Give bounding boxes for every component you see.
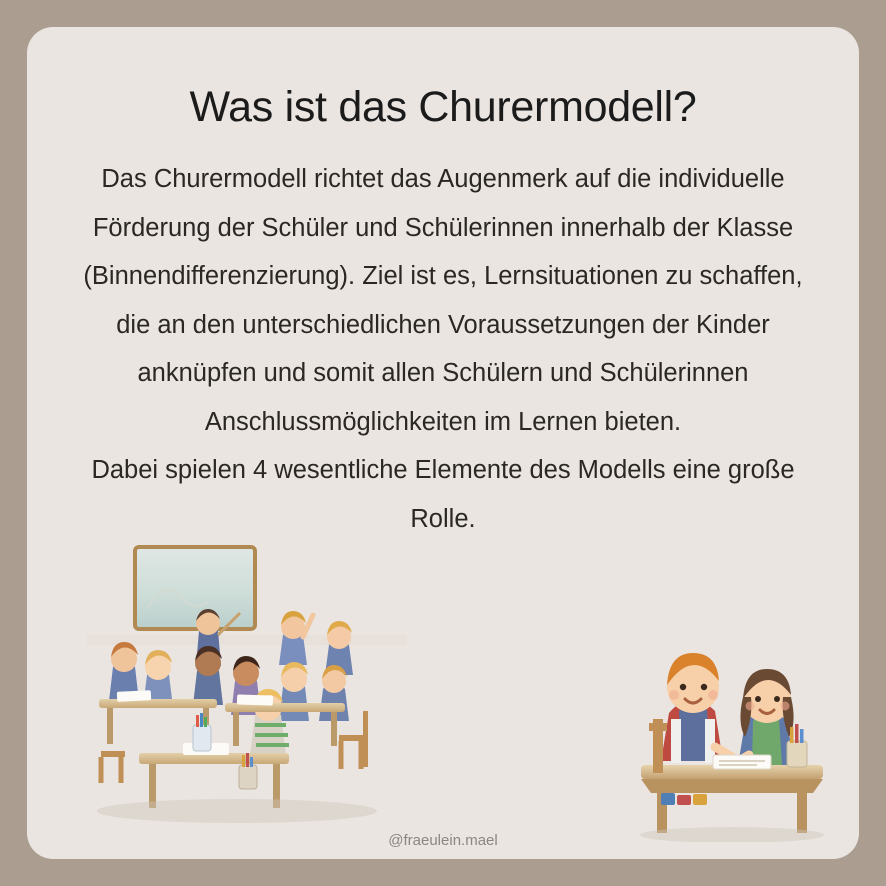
page-title: Was ist das Churermodell? xyxy=(189,83,697,131)
classroom-children-illustration xyxy=(87,539,407,829)
paragraph-1: Das Churermodell richtet das Augenmerk auf die individuelle Förderung der Schüler und Schülerinnen innerhalb der Klasse (Binnendifferenzierung). Ziel ist es, Lernsituationen zu schaffen, die an den unterschiedlichen Voraussetzungen der Kinder anknüpfen und somit allen Schülern und Schülerinnen Anschlussmöglichkeiten im Lernen bieten. xyxy=(83,165,803,436)
content-card xyxy=(27,27,859,859)
two-children-desk-illustration xyxy=(627,627,842,842)
body-text xyxy=(73,155,813,543)
author-handle: @fraeulein.mael xyxy=(388,832,498,849)
paragraph-2: Dabei spielen 4 wesentliche Elemente des Modells eine große Rolle. xyxy=(91,456,795,533)
